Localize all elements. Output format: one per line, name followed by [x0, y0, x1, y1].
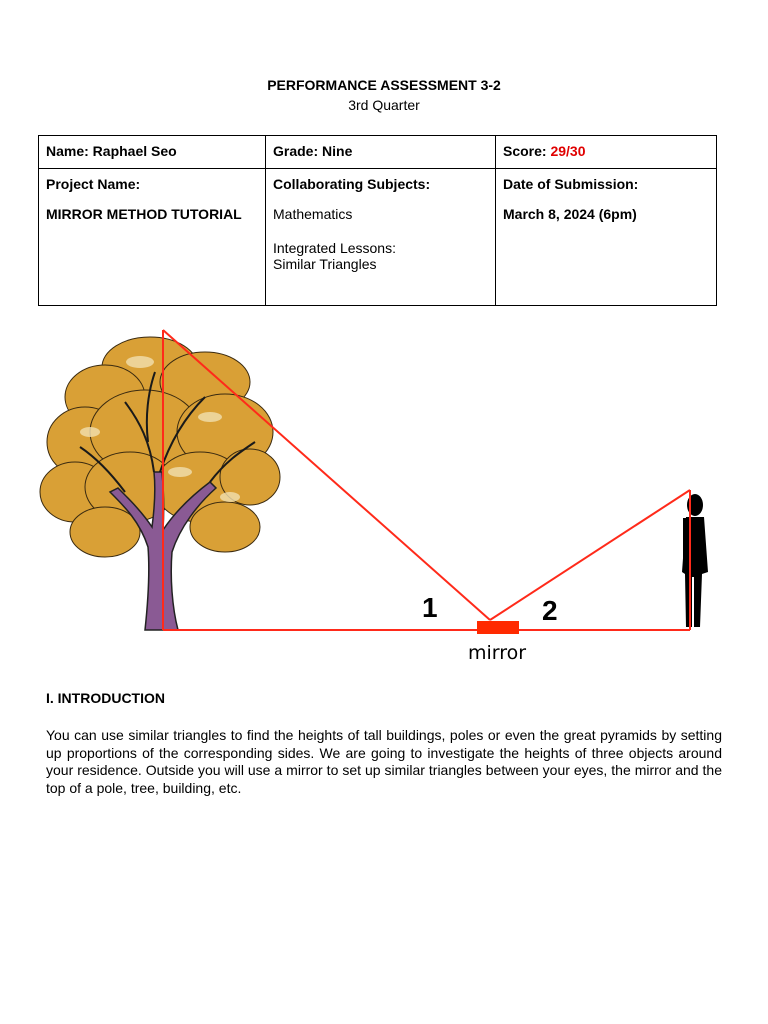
person-silhouette	[682, 494, 708, 627]
grade-cell	[266, 136, 496, 169]
info-table	[38, 135, 717, 306]
lessons-label: Integrated Lessons:	[273, 240, 396, 256]
mirror-method-diagram	[30, 322, 730, 667]
section-heading-introduction: I. INTRODUCTION	[46, 690, 165, 706]
score-value: 29/30	[550, 143, 586, 159]
subjects-cell	[266, 169, 496, 306]
table-row	[39, 136, 717, 169]
introduction-paragraph: You can use similar triangles to find the heights of tall buildings, poles or even the great pyramids by setting up proportions of the corresponding sides. We are going to investigate the heights of three objects around your residence. Outside you will use a mirror to set up similar triangles between your eyes, the mirror and the top of a pole, tree, building, etc.	[46, 727, 722, 796]
mirror-rect	[477, 621, 519, 634]
subjects-label: Collaborating Subjects:	[273, 176, 431, 192]
student-name: Name: Raphael Seo	[46, 143, 177, 159]
angle-2-label: 2	[542, 595, 558, 626]
table-row	[39, 169, 717, 306]
date-cell	[496, 169, 717, 306]
project-name-value: MIRROR METHOD TUTORIAL	[46, 206, 242, 222]
date-label: Date of Submission:	[503, 176, 639, 192]
angle-1-label: 1	[422, 592, 438, 623]
date-value: March 8, 2024 (6pm)	[503, 206, 637, 222]
mirror-label: mirror	[468, 642, 527, 664]
project-cell	[39, 169, 266, 306]
page-subtitle: 3rd Quarter	[348, 97, 420, 113]
score-label: Score:	[503, 143, 547, 159]
grade-level: Grade: Nine	[273, 143, 353, 159]
name-cell	[39, 136, 266, 169]
tree-illustration	[40, 337, 280, 630]
page-title: PERFORMANCE ASSESSMENT 3-2	[267, 77, 501, 93]
subjects-value: Mathematics	[273, 206, 353, 222]
project-name-label: Project Name:	[46, 176, 141, 192]
score-cell	[496, 136, 717, 169]
lessons-value: Similar Triangles	[273, 256, 377, 272]
